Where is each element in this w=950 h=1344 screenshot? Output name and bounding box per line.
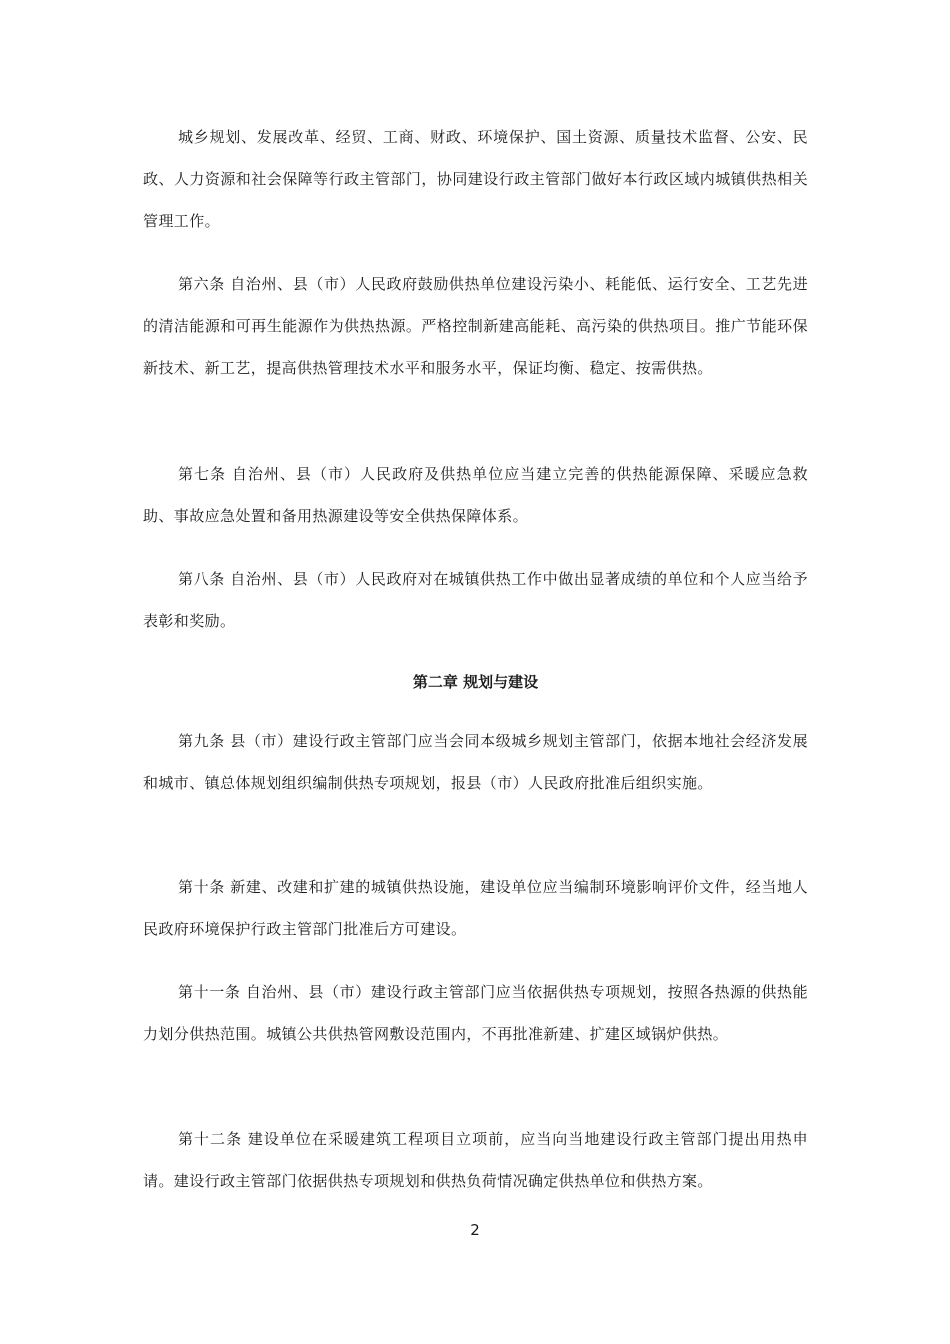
chapter-heading: 第二章 规划与建设	[412, 673, 539, 691]
paragraph-article-9: 第九条 县（市）建设行政主管部门应当会同本级城乡规划主管部门，依据本地社会经济发展和城市、镇总体规划组织编制供热专项规划，报县（市）人民政府批准后组织实施。	[143, 732, 808, 792]
paragraph-article-8: 第八条 自治州、县（市）人民政府对在城镇供热工作中做出显著成绩的单位和个人应当给予表彰和奖励。	[143, 570, 808, 630]
page-number: 2	[470, 1221, 480, 1239]
paragraph-article-7: 第七条 自治州、县（市）人民政府及供热单位应当建立完善的供热能源保障、采暖应急救助、事故应急处置和备用热源建设等安全供热保障体系。	[143, 465, 808, 525]
paragraph-article-6: 第六条 自治州、县（市）人民政府鼓励供热单位建设污染小、耗能低、运行安全、工艺先进的清洁能源和可再生能源作为供热热源。严格控制新建高能耗、高污染的供热项目。推广节能环保新技术、新工艺，提高供热管理技术水平和服务水平，保证均衡、稳定、按需供热。	[143, 275, 808, 377]
paragraph-intro: 城乡规划、发展改革、经贸、工商、财政、环境保护、国土资源、质量技术监督、公安、民政、人力资源和社会保障等行政主管部门，协同建设行政主管部门做好本行政区域内城镇供热相关管理工作。	[143, 128, 808, 230]
paragraph-article-10: 第十条 新建、改建和扩建的城镇供热设施，建设单位应当编制环境影响评价文件，经当地人民政府环境保护行政主管部门批准后方可建设。	[143, 878, 808, 938]
paragraph-article-12: 第十二条 建设单位在采暖建筑工程项目立项前，应当向当地建设行政主管部门提出用热申请。建设行政主管部门依据供热专项规划和供热负荷情况确定供热单位和供热方案。	[143, 1130, 808, 1190]
paragraph-article-11: 第十一条 自治州、县（市）建设行政主管部门应当依据供热专项规划，按照各热源的供热能力划分供热范围。城镇公共供热管网敷设范围内，不再批准新建、扩建区域锅炉供热。	[143, 983, 808, 1043]
